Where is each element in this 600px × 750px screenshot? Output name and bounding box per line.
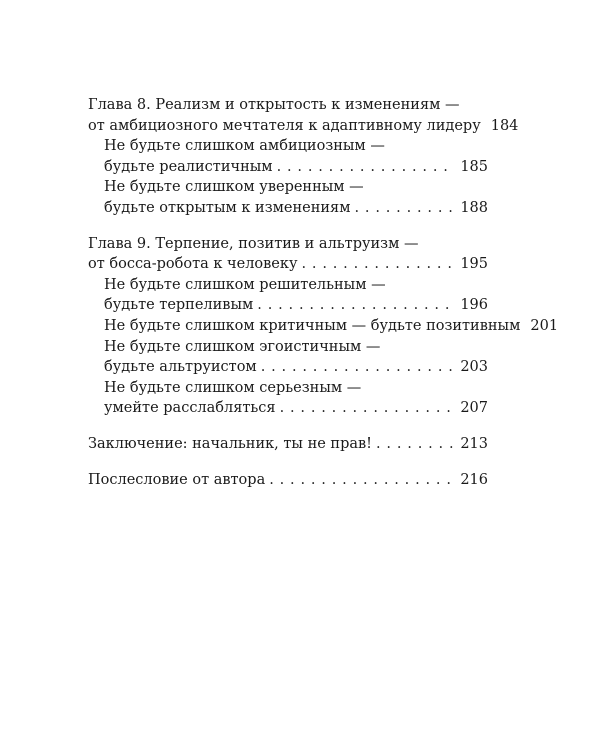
- toc-page-number: 196: [460, 297, 488, 314]
- toc-entry-text: будьте альтруистом: [104, 359, 257, 376]
- toc-chapter-8-title-line1: [88, 95, 488, 116]
- toc-page-number: 203: [460, 359, 488, 376]
- dot-leader: [355, 198, 455, 219]
- toc-chapter-9-title-line1: [88, 234, 488, 255]
- toc-entry-text: Не будьте слишком амбициозным —: [104, 138, 385, 155]
- toc-entry-text: Не будьте слишком решительным —: [104, 276, 386, 293]
- toc-page-number: 184: [490, 117, 519, 134]
- toc-entry-text: будьте открытым к изменениям: [104, 199, 351, 216]
- toc-entry-text: Глава 8. Реализм и открытость к изменениям —: [88, 97, 460, 113]
- toc-entry-text: Не будьте слишком эгоистичным —: [104, 338, 381, 355]
- toc-page-number: 185: [460, 158, 488, 175]
- toc-afterword[interactable]: [88, 470, 488, 491]
- toc-entry-text: Не будьте слишком уверенным —: [104, 179, 364, 196]
- toc-page-number: 188: [460, 199, 488, 216]
- toc-entry-text: от босса-робота к человеку: [88, 256, 298, 273]
- toc-page-number: 213: [460, 435, 488, 452]
- toc-entry-text: от амбициозного мечтателя к адаптивному лидеру: [88, 117, 481, 134]
- toc-entry-text: будьте реалистичным: [104, 158, 273, 175]
- toc-section-line1: [88, 275, 488, 296]
- toc-section-line1: [88, 136, 488, 157]
- dot-leader: [376, 434, 454, 455]
- toc-entry-text: будьте терпеливым: [104, 297, 254, 314]
- dot-leader: [301, 254, 454, 275]
- toc-section-line2[interactable]: [88, 295, 488, 316]
- toc-conclusion[interactable]: [88, 434, 488, 455]
- dot-leader: [277, 157, 455, 178]
- toc-section-line2[interactable]: [88, 157, 488, 178]
- toc-entry-text: Глава 9. Терпение, позитив и альтруизм —: [88, 235, 419, 252]
- table-of-contents: [88, 95, 559, 490]
- toc-page-number: 216: [460, 471, 488, 488]
- toc-section-line1: [88, 177, 488, 198]
- toc-page-number: 201: [530, 317, 559, 334]
- toc-chapter-8-title-line2[interactable]: [88, 116, 519, 137]
- dot-leader: [257, 295, 454, 316]
- dot-leader: [261, 357, 455, 378]
- dot-leader: [269, 470, 454, 491]
- toc-section-line2[interactable]: [88, 198, 488, 219]
- toc-chapter-9-title-line2[interactable]: [88, 254, 488, 275]
- toc-entry-text: Не будьте слишком критичным — будьте позитивным: [104, 317, 521, 334]
- toc-page-number: 195: [460, 256, 488, 273]
- toc-section-line1: [88, 378, 488, 399]
- toc-section-line1: [88, 337, 488, 358]
- toc-section-line2[interactable]: [88, 357, 488, 378]
- toc-entry-text: Не будьте слишком серьезным —: [104, 379, 362, 396]
- toc-section-single[interactable]: [88, 316, 559, 337]
- toc-entry-text: Послесловие от автора: [88, 471, 266, 488]
- toc-page-number: 207: [460, 400, 488, 417]
- dot-leader: [280, 398, 455, 419]
- toc-entry-text: Заключение: начальник, ты не прав!: [88, 435, 373, 452]
- toc-entry-text: умейте расслабляться: [104, 400, 276, 417]
- toc-section-line2[interactable]: [88, 398, 488, 419]
